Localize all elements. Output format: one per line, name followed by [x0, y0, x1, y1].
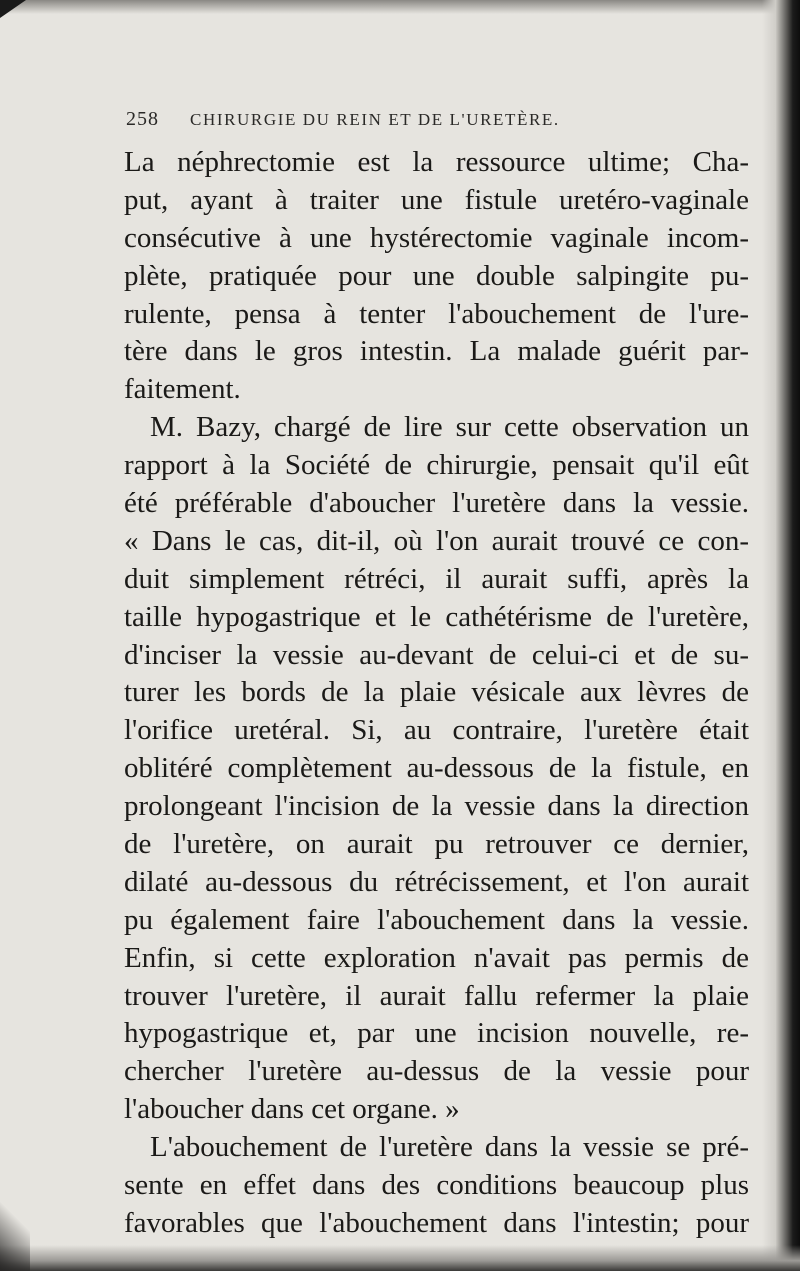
text-line: « Dans le cas, dit-il, où l'on aurait trouvé ce con- — [124, 524, 749, 557]
page-number: 258 — [126, 108, 159, 130]
page-bottom-left-shadow — [0, 1201, 30, 1271]
text-line: l'aboucher dans cet organe. » — [124, 1093, 460, 1126]
text-line: hypogastrique et, par une incision nouvelle, re- — [124, 1017, 749, 1050]
text-line: oblitéré complètement au-dessous de la fistule, en — [124, 752, 749, 785]
text-line: trouver l'uretère, il aurait fallu refermer la plaie — [124, 979, 749, 1012]
text-line: rapport à la Société de chirurgie, pensait qu'il eût — [124, 449, 749, 482]
text-line: dilaté au-dessous du rétrécissement, et l'on aurait — [124, 865, 749, 898]
text-line: chercher l'uretère au-dessus de la vessie pour — [124, 1055, 749, 1088]
page-top-shadow — [0, 0, 800, 14]
text-line: faitement. — [124, 373, 241, 406]
text-line: de l'uretère, on aurait pu retrouver ce dernier, — [124, 828, 749, 861]
text-line: L'abouchement de l'uretère dans la vessie se pré- — [150, 1131, 749, 1164]
text-line: l'orifice uretéral. Si, au contraire, l'uretère était — [124, 714, 749, 747]
running-title: CHIRURGIE DU REIN ET DE L'URETÈRE. — [190, 110, 560, 129]
text-line: La néphrectomie est la ressource ultime; Cha- — [124, 146, 749, 178]
body-text — [124, 144, 749, 1243]
text-line: été préférable d'aboucher l'uretère dans la vessie. — [124, 487, 749, 520]
text-line: tère dans le gros intestin. La malade guérit par- — [124, 335, 749, 368]
text-line: rulente, pensa à tenter l'abouchement de l'ure- — [124, 297, 749, 330]
text-line: taille hypogastrique et le cathétérisme de l'uretère, — [124, 600, 749, 633]
book-binding-edge — [776, 0, 800, 1271]
running-head — [126, 108, 726, 138]
binding-highlight — [762, 0, 776, 1271]
text-line: sente en effet dans des conditions beaucoup plus — [124, 1169, 749, 1202]
page-bottom-edge — [0, 1245, 800, 1271]
text-line: prolongeant l'incision de la vessie dans la direction — [124, 790, 749, 823]
text-line: duit simplement rétréci, il aurait suffi, après la — [124, 562, 749, 595]
text-line: put, ayant à traiter une fistule uretéro-vaginale — [124, 183, 749, 216]
text-line: Enfin, si cette exploration n'avait pas permis de — [124, 941, 749, 974]
text-line: plète, pratiquée pour une double salpingite pu- — [124, 259, 749, 292]
text-line: turer les bords de la plaie vésicale aux lèvres de — [124, 676, 749, 709]
text-line: favorables que l'abouchement dans l'intestin; pour — [124, 1206, 749, 1239]
text-line: d'inciser la vessie au-devant de celui-ci et de su- — [124, 638, 749, 671]
text-line: consécutive à une hystérectomie vaginale incom- — [124, 221, 749, 254]
text-line: M. Bazy, chargé de lire sur cette observation un — [150, 411, 749, 444]
text-line: pu également faire l'abouchement dans la vessie. — [124, 903, 749, 936]
